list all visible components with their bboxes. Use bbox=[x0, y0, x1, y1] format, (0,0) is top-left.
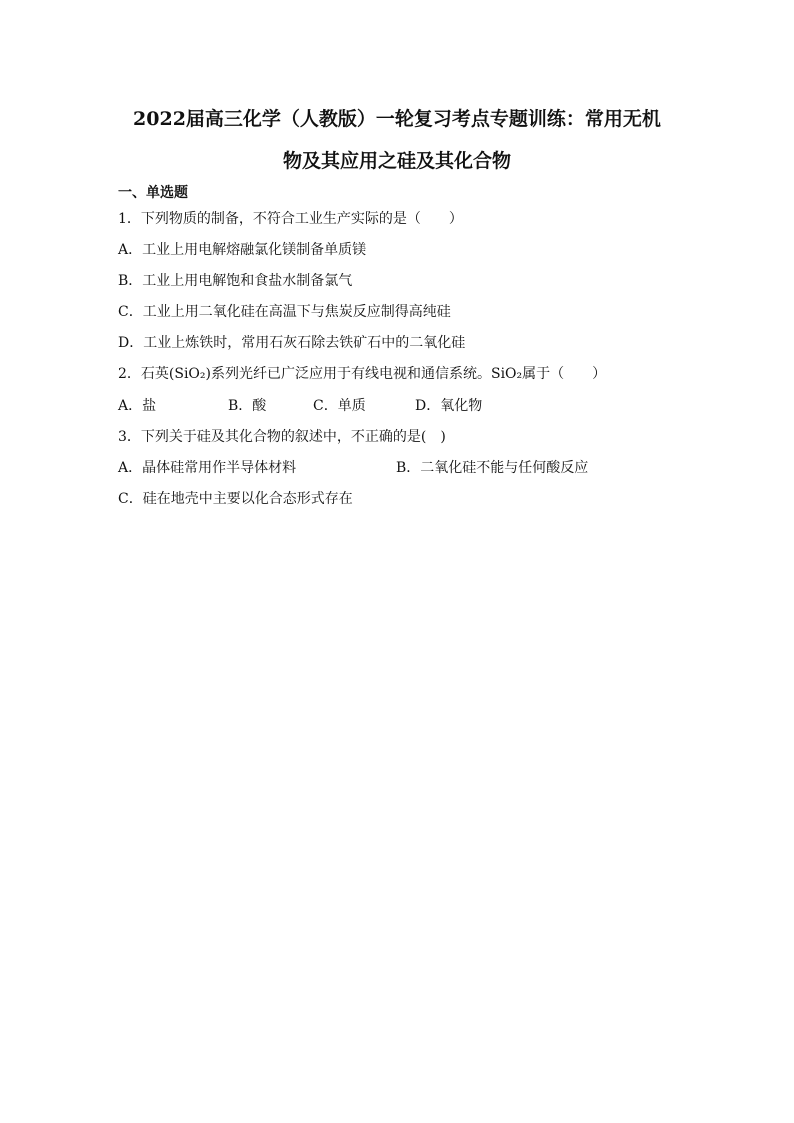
q3-option-b: B．二氧化硅不能与任何酸反应 bbox=[396, 460, 589, 476]
q1-option-d: D．工业上炼铁时，常用石灰石除去铁矿石中的二氧化硅 bbox=[118, 335, 466, 351]
title-line-2: 物及其应用之硅及其化合物 bbox=[282, 150, 511, 172]
question-3: 3．下列关于硅及其化合物的叙述中，不正确的是( ) bbox=[118, 429, 446, 445]
section-heading: 一、单选题 bbox=[118, 185, 188, 201]
q1-option-b: B．工业上用电解饱和食盐水制备氯气 bbox=[118, 273, 353, 289]
question-2: 2．石英(SiO₂)系列光纤已广泛应用于有线电视和通信系统。SiO₂属于（ ） bbox=[118, 366, 607, 382]
title-line-1: 2022届高三化学（人教版）一轮复习考点专题训练：常用无机 bbox=[133, 108, 661, 130]
q1-option-c: C．工业上用二氧化硅在高温下与焦炭反应制得高纯硅 bbox=[118, 304, 451, 320]
q2-option-d: D．氧化物 bbox=[415, 398, 483, 414]
q3-option-c: C．硅在地壳中主要以化合态形式存在 bbox=[118, 491, 353, 507]
q2-option-b: B．酸 bbox=[228, 398, 267, 414]
q1-option-a: A．工业上用电解熔融氯化镁制备单质镁 bbox=[118, 242, 367, 258]
question-1: 1．下列物质的制备，不符合工业生产实际的是（ ） bbox=[118, 211, 463, 227]
q2-option-a: A．盐 bbox=[118, 398, 157, 414]
q3-option-a: A．晶体硅常用作半导体材料 bbox=[118, 460, 297, 476]
q2-option-c: C．单质 bbox=[313, 398, 366, 414]
